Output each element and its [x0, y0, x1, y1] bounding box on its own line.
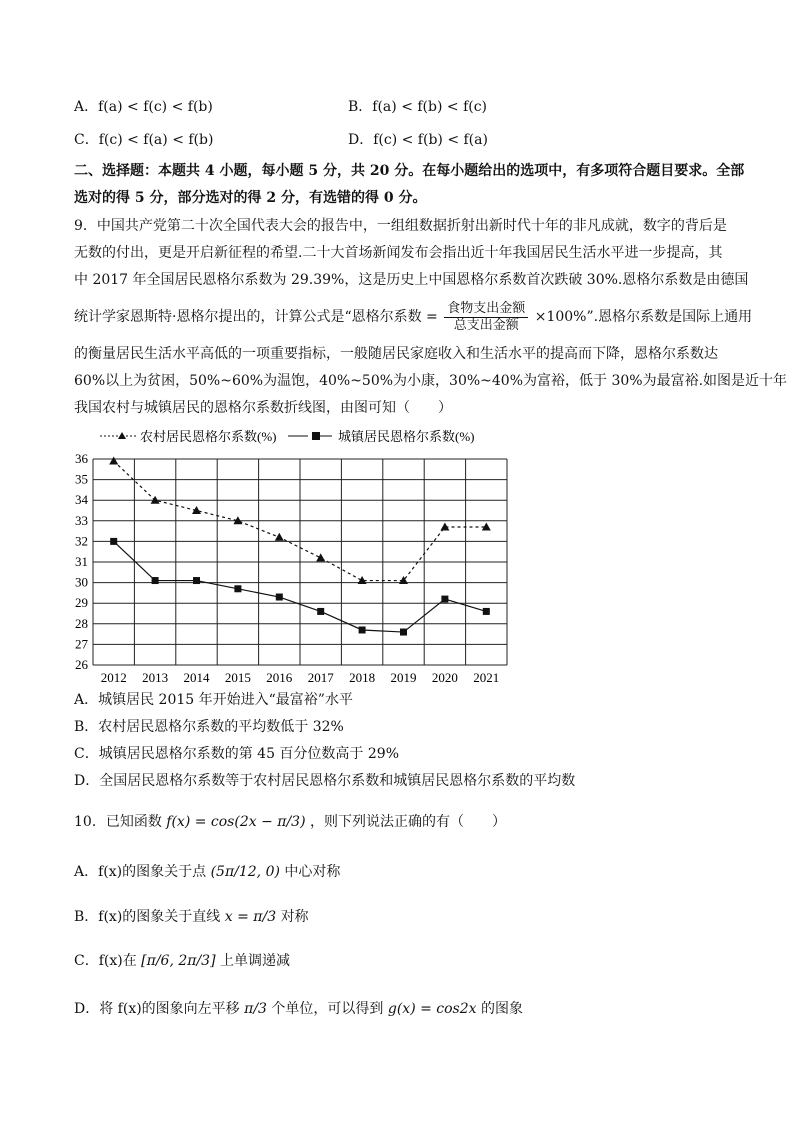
- y-tick-label: 29: [75, 595, 88, 611]
- urban-data-point: [441, 596, 448, 603]
- urban-data-point: [400, 629, 407, 636]
- y-tick-label: 30: [75, 574, 88, 590]
- y-tick-label: 35: [75, 471, 88, 487]
- prev-option-b: B．f(a) < f(b) < f(c): [348, 99, 488, 115]
- urban-data-point: [152, 577, 159, 584]
- q10-stem-pre: 10．已知函数: [74, 814, 162, 830]
- q10-option-c-post: 上单调递减: [220, 953, 291, 969]
- y-tick-label: 27: [75, 636, 88, 652]
- q10-option-b: [74, 903, 309, 931]
- chart-legend: [100, 429, 475, 444]
- q9-option-d: D．全国居民恩格尔系数等于农村居民恩格尔系数和城镇居民恩格尔系数的平均数: [74, 773, 576, 789]
- legend-urban-label: 城镇居民恩格尔系数(%): [338, 429, 475, 444]
- y-tick-label: 33: [75, 512, 88, 528]
- q9-line7: 我国农村与城镇居民的恩格尔系数折线图，由图可知（ ）: [74, 400, 452, 416]
- x-tick-label: 2015: [224, 670, 251, 685]
- q10-option-d-func: g(x) = cos2x: [387, 1001, 477, 1017]
- urban-data-point: [317, 608, 324, 615]
- q10-option-d-shift: π/3: [244, 1001, 267, 1017]
- q9-line6: 60%以上为贫困，50%~60%为温饱，40%~50%为小康，30%~40%为富裕，低于 30%为最富裕.如图是近十年: [74, 373, 788, 389]
- q9-line1: 9．中国共产党第二十次全国代表大会的报告中，一组组数据折射出新时代十年的非凡成就，数字的背后是: [74, 218, 727, 234]
- q10-option-a: [74, 858, 340, 886]
- q10-option-d-pre: D．将 f(x)的图象向左平移: [74, 1001, 240, 1017]
- x-tick-label: 2019: [390, 670, 417, 685]
- legend-urban-marker: [312, 432, 320, 440]
- prev-option-d: D．f(c) < f(b) < f(a): [348, 132, 488, 148]
- x-axis-ticks: [101, 670, 500, 685]
- x-tick-label: 2012: [100, 670, 127, 685]
- prev-option-c: C．f(c) < f(a) < f(b): [74, 132, 214, 148]
- q10-stem: [74, 808, 506, 836]
- q10-option-c-interval: [π/6, 2π/3]: [141, 953, 216, 969]
- q10-option-b-pre: B．f(x)的图象关于直线: [74, 909, 221, 925]
- y-tick-label: 28: [75, 615, 88, 631]
- q9-line5: 的衡量居民生活水平高低的一项重要指标，一般随居民家庭收入和生活水平的提高而下降，恩格尔系数达: [74, 346, 718, 362]
- urban-data-point: [483, 608, 490, 615]
- fraction-numerator: 食物支出金额: [444, 301, 528, 318]
- q10-option-d: [74, 995, 523, 1023]
- legend-rural-marker: [118, 432, 126, 439]
- q10-function: f(x) = cos(2x − π/3): [166, 814, 306, 830]
- q9-line4-pre: 统计学家恩斯特·恩格尔提出的，计算公式是“恩格尔系数 =: [74, 309, 438, 325]
- x-tick-label: 2013: [142, 670, 169, 685]
- q10-option-b-line: x = π/3: [224, 909, 277, 925]
- prev-option-a: A．f(a) < f(c) < f(b): [74, 99, 213, 115]
- q10-option-d-mid: 个单位，可以得到: [271, 1001, 384, 1017]
- y-tick-label: 36: [75, 451, 88, 466]
- q10-stem-post: ，则下列说法正确的有（ ）: [310, 814, 507, 830]
- y-tick-label: 32: [75, 533, 88, 549]
- rural-data-point: [316, 553, 325, 561]
- rural-data-point: [109, 457, 118, 465]
- urban-data-point: [359, 626, 366, 633]
- q10-option-c: [74, 947, 290, 975]
- q10-option-b-post: 对称: [280, 909, 309, 925]
- fraction-denominator: 总支出金额: [453, 317, 519, 333]
- urban-data-point: [110, 538, 117, 545]
- q10-option-a-post: 中心对称: [284, 864, 341, 880]
- urban-data-point: [234, 585, 241, 592]
- q9-line3: 中 2017 年全国居民恩格尔系数为 29.39%，这是历史上中国恩格尔系数首次跌破 30%.恩格尔系数是由德国: [74, 272, 749, 288]
- q9-option-a: A．城镇居民 2015 年开始进入“最富裕”水平: [74, 692, 353, 708]
- q10-option-c-pre: C．f(x)在: [74, 953, 137, 969]
- y-tick-label: 26: [75, 657, 88, 672]
- q9-option-b: B．农村居民恩格尔系数的平均数低于 32%: [74, 719, 344, 735]
- legend-rural-label: 农村居民恩格尔系数(%): [140, 429, 277, 444]
- section-header-line1: 二、选择题：本题共 4 小题，每小题 5 分，共 20 分。在每小题给出的选项中，有多项符合题目要求。全部: [74, 163, 745, 179]
- q9-line4: [74, 300, 752, 334]
- x-tick-label: 2014: [183, 670, 210, 685]
- x-tick-label: 2016: [266, 670, 293, 685]
- q10-option-a-point: (5π/12, 0): [210, 864, 280, 880]
- urban-data-point: [276, 594, 283, 601]
- q10-option-a-pre: A．f(x)的图象关于点: [74, 864, 207, 880]
- chart-grid: [93, 459, 507, 665]
- engel-coefficient-line-chart: [60, 422, 530, 692]
- rural-data-point: [275, 533, 284, 541]
- engel-formula-fraction: [444, 301, 528, 334]
- q9-line2: 无数的付出，更是开启新征程的希望.二十大首场新闻发布会指出近十年我国居民生活水平进一步提高，其: [74, 245, 723, 261]
- q9-line4-post: ×100%”.恩格尔系数是国际上通用: [534, 309, 753, 325]
- urban-data-point: [193, 577, 200, 584]
- x-tick-label: 2017: [307, 670, 334, 685]
- x-tick-label: 2018: [349, 670, 376, 685]
- x-tick-label: 2020: [431, 670, 458, 685]
- q10-option-d-post: 的图象: [481, 1001, 523, 1017]
- section-header-line2: 选对的得 5 分，部分选对的得 2 分，有选错的得 0 分。: [74, 190, 427, 206]
- q9-option-c: C．城镇居民恩格尔系数的第 45 百分位数高于 29%: [74, 746, 399, 762]
- y-tick-label: 31: [75, 554, 88, 569]
- y-tick-label: 34: [75, 492, 88, 508]
- x-tick-label: 2021: [473, 670, 500, 685]
- y-axis-ticks: [75, 451, 89, 672]
